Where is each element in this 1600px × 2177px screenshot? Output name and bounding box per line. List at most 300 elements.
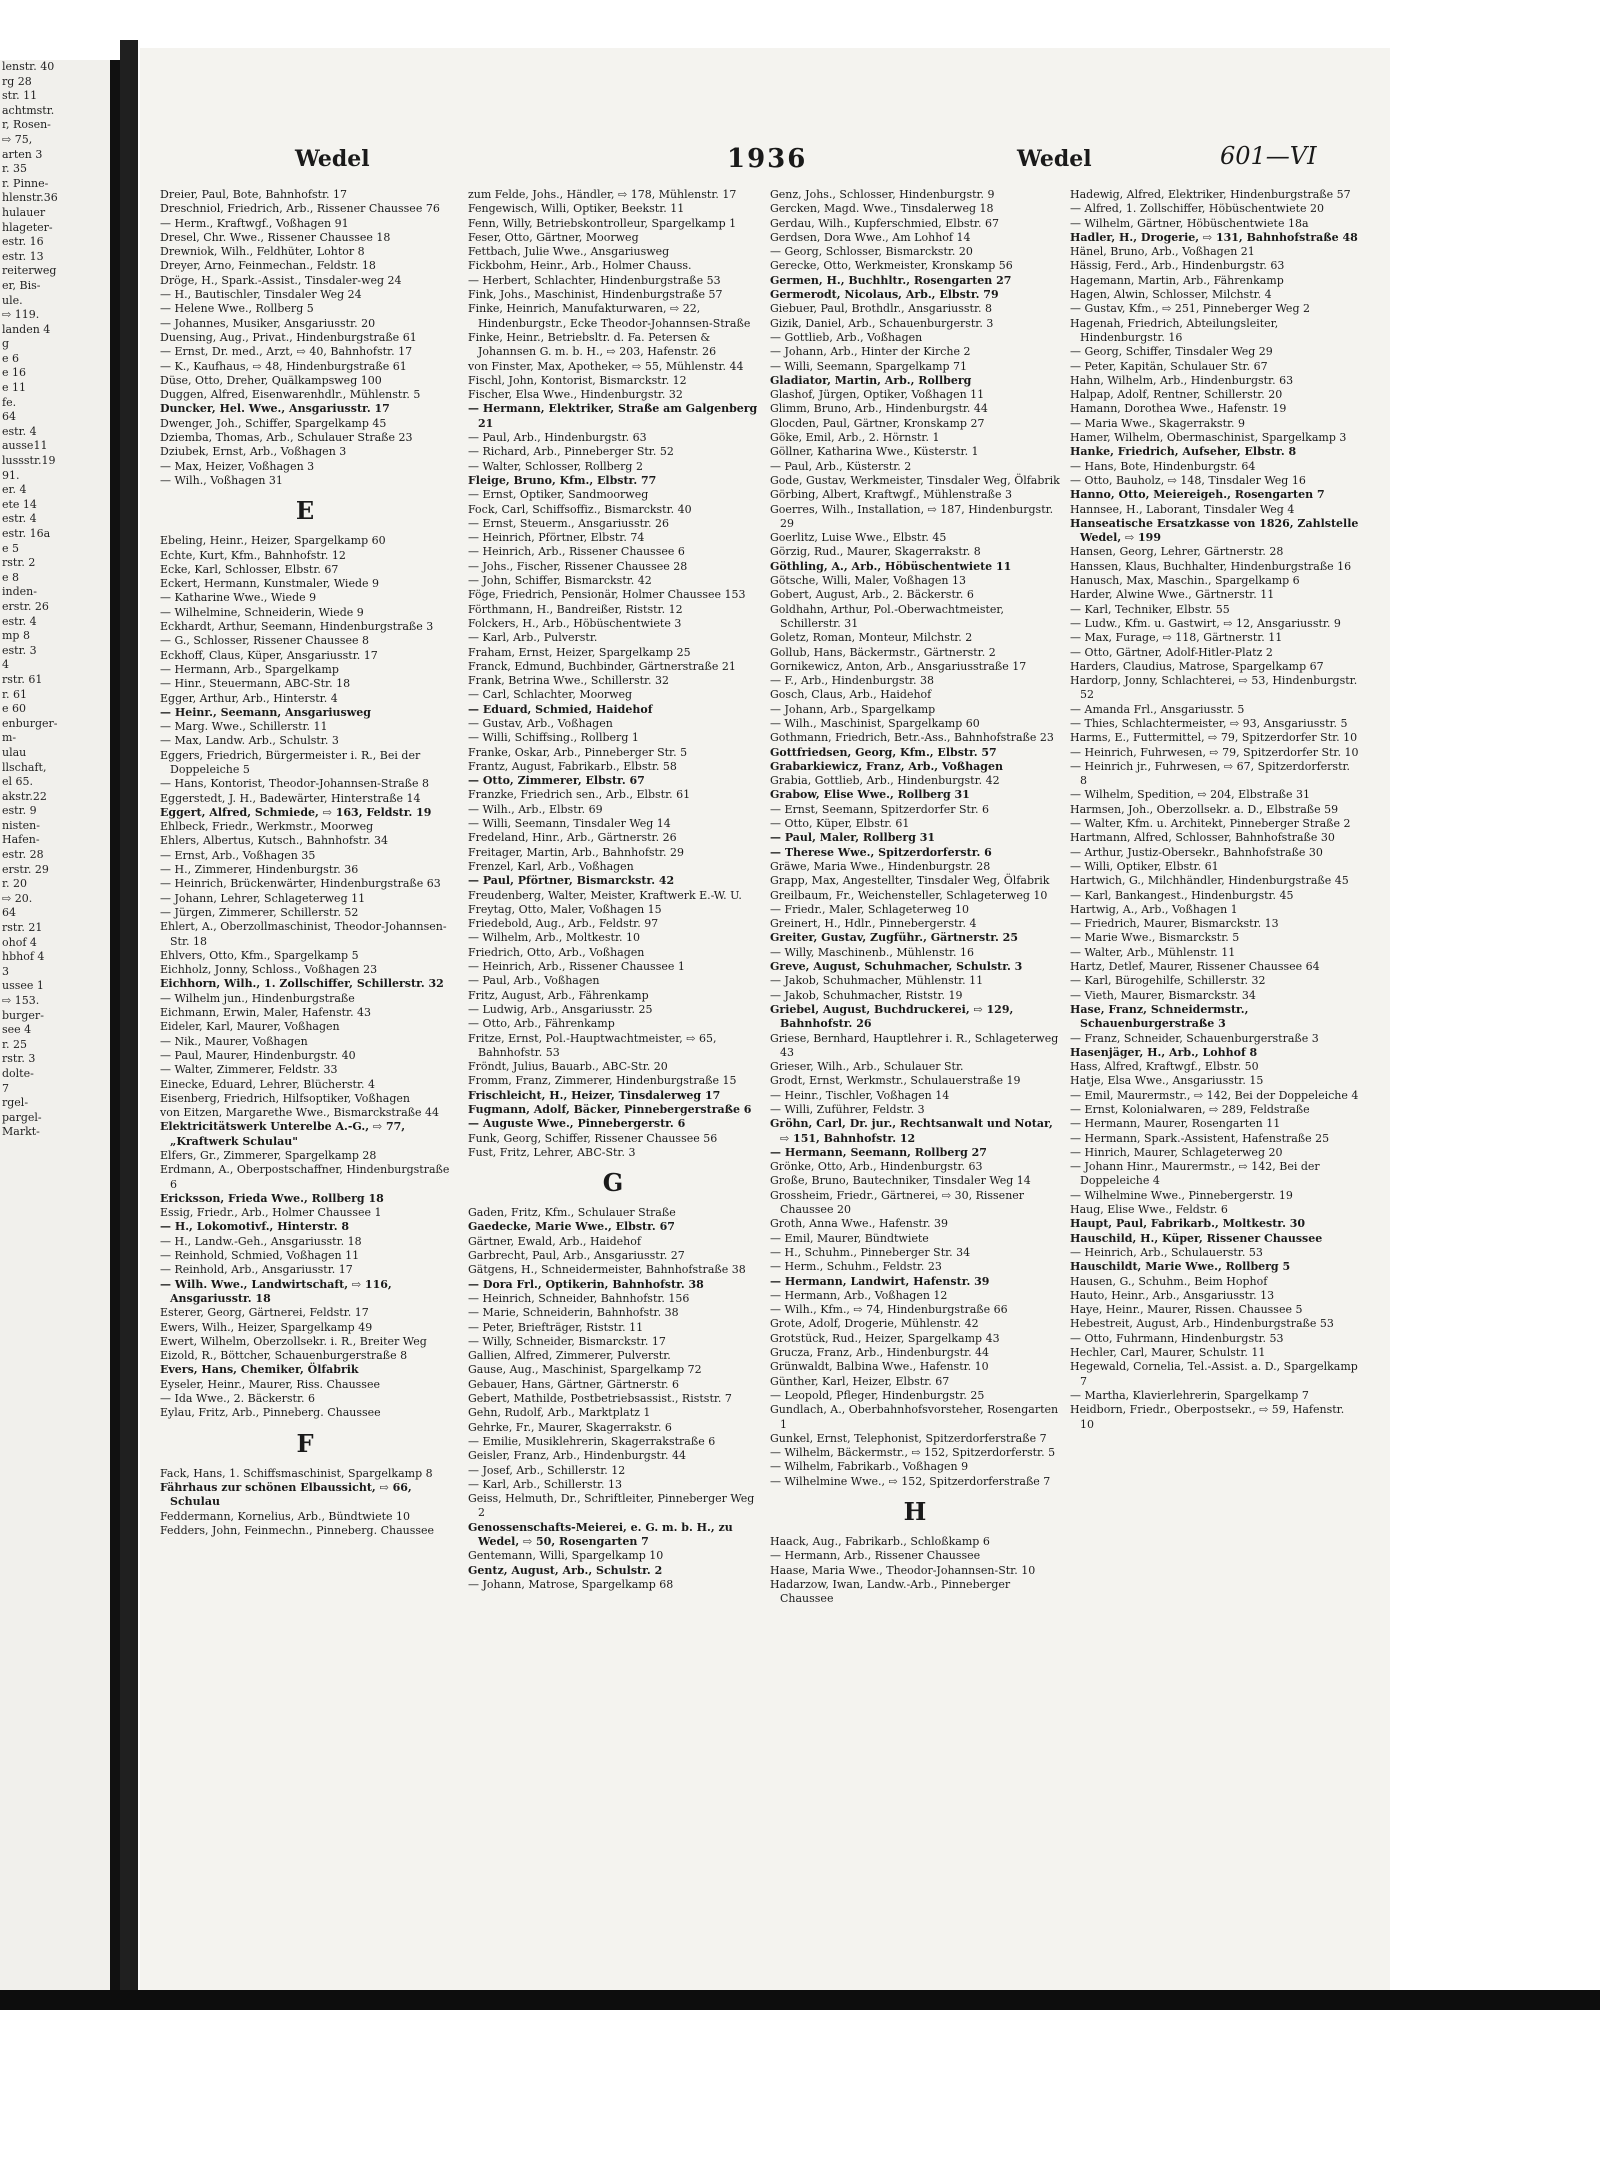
book-gutter bbox=[120, 40, 138, 2000]
directory-entry: Finke, Heinr., Betriebsltr. d. Fa. Petersen & Johannsen G. m. b. H., ⇨ 203, Hafenstr. 26 bbox=[468, 330, 717, 359]
previous-page-fragment: ohof 4 bbox=[2, 935, 37, 949]
directory-entry: Hanusch, Max, Maschin., Spargelkamp 6 bbox=[1070, 574, 1300, 588]
directory-entry: Förthmann, H., Bandreißer, Riststr. 12 bbox=[468, 602, 683, 616]
directory-entry: Ehlert, A., Oberzollmaschinist, Theodor-Johannsen-Str. 18 bbox=[160, 920, 447, 948]
previous-page-fragment: estr. 28 bbox=[2, 848, 44, 862]
directory-entry: — H., Landw.-Geh., Ansgariusstr. 18 bbox=[160, 1234, 362, 1248]
directory-entry: Grucza, Franz, Arb., Hindenburgstr. 44 bbox=[770, 1346, 990, 1360]
directory-entry: — H., Zimmerer, Hindenburgstr. 36 bbox=[160, 863, 359, 877]
section-letter: E bbox=[295, 496, 315, 526]
directory-entry: — Alfred, 1. Zollschiffer, Höbüschentwiete 20 bbox=[1070, 202, 1325, 216]
directory-entry: — Gustav, Kfm., ⇨ 251, Pinneberger Weg 2 bbox=[1070, 302, 1310, 316]
previous-page-fragment: e 16 bbox=[2, 366, 27, 380]
directory-entry: Ericksson, Frieda Wwe., Rollberg 18 bbox=[160, 1191, 384, 1205]
directory-entry: Hartwich, G., Milchhändler, Hindenburgstraße 45 bbox=[1070, 874, 1349, 888]
directory-entry: — Willy, Maschinenb., Mühlenstr. 16 bbox=[770, 945, 974, 959]
directory-entry: — G., Schlosser, Rissener Chaussee 8 bbox=[160, 634, 370, 648]
directory-entry: — Karl, Arb., Pulverstr. bbox=[468, 631, 598, 645]
directory-entry: Goldhahn, Arthur, Pol.-Oberwachtmeister, Schillerstr. 31 bbox=[770, 602, 1004, 630]
directory-entry: zum Felde, Johs., Händler, ⇨ 178, Mühlenstr. 17 bbox=[468, 188, 737, 201]
directory-entry: Günther, Karl, Heizer, Elbstr. 67 bbox=[770, 1374, 950, 1388]
section-letter: F bbox=[296, 1428, 314, 1458]
directory-entry: Griese, Bernhard, Hauptlehrer i. R., Schlageterweg 43 bbox=[770, 1031, 1059, 1059]
directory-entry: — Reinhold, Schmied, Voßhagen 11 bbox=[160, 1249, 360, 1263]
directory-entry: — Carl, Schlachter, Moorweg bbox=[468, 688, 633, 702]
directory-entry: — Johannes, Musiker, Ansgariusstr. 20 bbox=[160, 316, 376, 330]
directory-entry: — Heinrich, Schneider, Bahnhofstr. 156 bbox=[468, 1291, 690, 1305]
directory-entry: — Ernst, Arb., Voßhagen 35 bbox=[160, 848, 316, 862]
directory-entry: Föge, Friedrich, Pensionär, Holmer Chaussee 153 bbox=[468, 588, 746, 602]
directory-entry: Elektricitätswerk Unterelbe A.-G., ⇨ 77, „Kraftwerk Schulau" bbox=[160, 1120, 406, 1148]
directory-entry: Gottfriedsen, Georg, Kfm., Elbstr. 57 bbox=[770, 745, 997, 759]
directory-entry: — Helene Wwe., Rollberg 5 bbox=[160, 302, 314, 316]
section-letter: G bbox=[602, 1168, 624, 1198]
directory-entry: — Johann, Arb., Spargelkamp bbox=[770, 702, 936, 716]
directory-entry: — John, Schiffer, Bismarckstr. 42 bbox=[468, 574, 652, 588]
directory-entry: Gerdau, Wilh., Kupferschmied, Elbstr. 67 bbox=[770, 216, 999, 230]
directory-entry: — Jakob, Schuhmacher, Riststr. 19 bbox=[770, 988, 963, 1002]
directory-entry: Franzke, Friedrich sen., Arb., Elbstr. 61 bbox=[468, 788, 691, 802]
previous-page-fragment: r, Rosen- bbox=[2, 118, 51, 132]
directory-entry: Fischl, John, Kontorist, Bismarckstr. 12 bbox=[468, 373, 687, 387]
directory-entry: Fock, Carl, Schiffsoffiz., Bismarckstr. 40 bbox=[468, 502, 692, 516]
previous-page-fragment: lenstr. 40 bbox=[2, 60, 55, 73]
directory-entry: — Wilhelm, Spedition, ⇨ 204, Elbstraße 31 bbox=[1070, 788, 1310, 802]
previous-page-fragment: achtmstr. bbox=[2, 103, 55, 117]
directory-entry: — H., Bautischler, Tinsdaler Weg 24 bbox=[160, 288, 362, 302]
directory-entry: — Wilh., Maschinist, Spargelkamp 60 bbox=[770, 716, 980, 730]
directory-entry: — Emil, Maurermstr., ⇨ 142, Bei der Doppeleiche 4 bbox=[1070, 1088, 1359, 1102]
previous-page-fragment: rstr. 21 bbox=[2, 921, 43, 935]
directory-entry: — Thies, Schlachtermeister, ⇨ 93, Ansgariusstr. 5 bbox=[1070, 716, 1348, 730]
directory-entry: Goerlitz, Luise Wwe., Elbstr. 45 bbox=[770, 531, 947, 545]
directory-entry: Hartwig, A., Arb., Voßhagen 1 bbox=[1070, 902, 1238, 916]
directory-entry: — Wilhelmine, Schneiderin, Wiede 9 bbox=[160, 605, 364, 619]
directory-entry: Ecke, Karl, Schlosser, Elbstr. 67 bbox=[160, 562, 339, 576]
directory-entry: — Johann, Matrose, Spargelkamp 68 bbox=[468, 1577, 674, 1591]
directory-entry: Göke, Emil, Arb., 2. Hörnstr. 1 bbox=[770, 431, 940, 445]
directory-entry: — Nik., Maurer, Voßhagen bbox=[160, 1034, 308, 1048]
directory-entry: Gode, Gustav, Werkmeister, Tinsdaler Weg, Ölfabrik bbox=[770, 473, 1060, 487]
previous-page-fragment: hulauer bbox=[2, 205, 46, 219]
directory-entry: Fickbohm, Heinr., Arb., Holmer Chauss. bbox=[468, 259, 692, 273]
previous-page-fragment: Markt- bbox=[2, 1125, 40, 1139]
previous-page-fragment: 64 bbox=[2, 906, 16, 920]
directory-entry: — Hermann, Elektriker, Straße am Galgenberg 21 bbox=[468, 402, 758, 430]
previous-page-fragment: fe. bbox=[2, 395, 17, 409]
directory-entry: Düse, Otto, Dreher, Quälkampsweg 100 bbox=[160, 373, 382, 387]
directory-entry: Geisler, Franz, Arb., Hindenburgstr. 44 bbox=[468, 1449, 686, 1463]
directory-entry: — Karl, Bürogehilfe, Schillerstr. 32 bbox=[1070, 974, 1266, 988]
previous-page-fragment: rstr. 3 bbox=[2, 1052, 36, 1066]
previous-page-fragment: ussee 1 bbox=[2, 979, 44, 993]
directory-column-1 bbox=[160, 188, 450, 1538]
previous-page-fragment: arten 3 bbox=[2, 147, 43, 161]
directory-entry: — Marie, Schneiderin, Bahnhofstr. 38 bbox=[468, 1306, 679, 1320]
directory-entry: — Hermann, Landwirt, Hafenstr. 39 bbox=[770, 1274, 990, 1288]
previous-page-fragment: estr. 4 bbox=[2, 614, 37, 628]
directory-entry: Greinert, H., Hdlr., Pinnebergerstr. 4 bbox=[770, 917, 977, 931]
directory-entry: Frischleicht, H., Heizer, Tinsdalerweg 17 bbox=[468, 1088, 721, 1102]
directory-entry: — Vieth, Maurer, Bismarckstr. 34 bbox=[1070, 988, 1256, 1002]
directory-entry: Feddermann, Kornelius, Arb., Bündtwiete 10 bbox=[160, 1509, 411, 1523]
directory-entry: — Paul, Arb., Küsterstr. 2 bbox=[770, 459, 912, 473]
header-town-left: Wedel bbox=[295, 146, 370, 172]
directory-entry: von Finster, Max, Apotheker, ⇨ 55, Mühlenstr. 44 bbox=[468, 359, 744, 373]
directory-entry: Eckhardt, Arthur, Seemann, Hindenburgstraße 3 bbox=[160, 620, 434, 634]
directory-entry: Gärtner, Ewald, Arb., Haidehof bbox=[468, 1234, 641, 1248]
directory-entry: — Herm., Schuhm., Feldstr. 23 bbox=[770, 1260, 942, 1274]
directory-entry: Hansen, Georg, Lehrer, Gärtnerstr. 28 bbox=[1070, 545, 1284, 559]
directory-entry: — Katharine Wwe., Wiede 9 bbox=[160, 591, 317, 605]
directory-entry: — Wilhelm jun., Hindenburgstraße bbox=[160, 991, 355, 1005]
directory-entry: Geiss, Helmuth, Dr., Schriftleiter, Pinneberger Weg 2 bbox=[468, 1492, 755, 1520]
directory-entry: Fritze, Ernst, Pol.-Hauptwachtmeister, ⇨ 65, Bahnhofstr. 53 bbox=[468, 1031, 717, 1059]
directory-entry: Ehlers, Albertus, Kutsch., Bahnhofstr. 34 bbox=[160, 834, 389, 848]
directory-entry: Grabarkiewicz, Franz, Arb., Voßhagen bbox=[770, 759, 1003, 773]
directory-entry: — Marie Wwe., Bismarckstr. 5 bbox=[1070, 931, 1240, 945]
directory-entry: Hänel, Bruno, Arb., Voßhagen 21 bbox=[1070, 245, 1255, 259]
directory-entry: — Walter, Schlosser, Rollberg 2 bbox=[468, 459, 643, 473]
directory-entry: Funk, Georg, Schiffer, Rissener Chaussee 56 bbox=[468, 1131, 718, 1145]
previous-page-fragment: estr. 16a bbox=[2, 527, 51, 540]
directory-entry: — Willi, Seemann, Spargelkamp 71 bbox=[770, 359, 968, 373]
previous-page-fragment: landen 4 bbox=[2, 322, 51, 336]
directory-entry: Haye, Heinr., Maurer, Rissen. Chaussee 5 bbox=[1070, 1303, 1303, 1317]
previous-page-fragment: ⇨ 75, bbox=[2, 132, 33, 146]
directory-entry: — Jakob, Schuhmacher, Mühlenstr. 11 bbox=[770, 974, 984, 988]
directory-entry: — Ernst, Seemann, Spitzerdorfer Str. 6 bbox=[770, 802, 989, 816]
directory-entry: — Johann, Arb., Hinter der Kirche 2 bbox=[770, 345, 971, 359]
directory-entry: Hartmann, Alfred, Schlosser, Bahnhofstraße 30 bbox=[1070, 831, 1335, 845]
directory-entry: — Walter, Kfm. u. Architekt, Pinneberger Straße 2 bbox=[1070, 817, 1351, 831]
directory-entry: — Dora Frl., Optikerin, Bahnhofstr. 38 bbox=[468, 1277, 704, 1291]
directory-entry: Eideler, Karl, Maurer, Voßhagen bbox=[160, 1020, 340, 1034]
directory-entry: — Heinrich, Pförtner, Elbstr. 74 bbox=[468, 531, 645, 545]
directory-entry: Finke, Heinrich, Manufakturwaren, ⇨ 22, Hindenburgstr., Ecke Theodor-Johannsen-Straße bbox=[468, 302, 751, 330]
directory-entry: — Walter, Arb., Mühlenstr. 11 bbox=[1070, 945, 1236, 959]
directory-entry: — Wilhelm, Gärtner, Höbüschentwiete 18a bbox=[1070, 216, 1309, 230]
directory-entry: Hausen, G., Schuhm., Beim Hophof bbox=[1070, 1274, 1268, 1288]
previous-page-edge bbox=[0, 60, 120, 1995]
previous-page-fragment: estr. 3 bbox=[2, 643, 37, 657]
previous-page-fragment: 7 bbox=[2, 1081, 9, 1095]
directory-entry: Gothmann, Friedrich, Betr.-Ass., Bahnhofstraße 23 bbox=[770, 731, 1054, 745]
directory-entry: Göthling, A., Arb., Höbüschentwiete 11 bbox=[770, 559, 1012, 573]
directory-entry: Dreyer, Arno, Feinmechan., Feldstr. 18 bbox=[160, 259, 376, 273]
directory-entry: Gundlach, A., Oberbahnhofsvorsteher, Rosengarten 1 bbox=[770, 1403, 1059, 1431]
directory-entry: — Wilhelmine Wwe., Pinnebergerstr. 19 bbox=[1070, 1188, 1293, 1202]
directory-entry: — Paul, Maler, Rollberg 31 bbox=[770, 831, 936, 845]
directory-entry: Harmsen, Joh., Oberzollsekr. a. D., Elbstraße 59 bbox=[1070, 802, 1339, 816]
directory-entry: Haase, Maria Wwe., Theodor-Johannsen-Str. 10 bbox=[770, 1563, 1036, 1577]
directory-entry: Götsche, Willi, Maler, Voßhagen 13 bbox=[770, 574, 966, 588]
directory-entry: — Walter, Zimmerer, Feldstr. 33 bbox=[160, 1063, 338, 1077]
directory-entry: — Reinhold, Arb., Ansgariusstr. 17 bbox=[160, 1263, 353, 1277]
previous-page-fragment: inden- bbox=[2, 585, 37, 599]
directory-entry: — Hinr., Steuermann, ABC-Str. 18 bbox=[160, 677, 351, 691]
directory-entry: — Emilie, Musiklehrerin, Skagerrakstraße 6 bbox=[468, 1434, 716, 1448]
directory-entry: — Otto, Zimmerer, Elbstr. 67 bbox=[468, 774, 645, 788]
previous-page-fragment: r. 61 bbox=[2, 687, 28, 701]
directory-column-4 bbox=[1070, 188, 1360, 1432]
directory-entry: — Arthur, Justiz-Obersekr., Bahnhofstraße 30 bbox=[1070, 845, 1323, 859]
directory-entry: Grieser, Wilh., Arb., Schulauer Str. bbox=[770, 1060, 964, 1074]
directory-entry: — Hermann, Arb., Voßhagen 12 bbox=[770, 1288, 948, 1302]
directory-entry: Hechler, Carl, Maurer, Schulstr. 11 bbox=[1070, 1346, 1266, 1360]
directory-entry: Ewert, Wilhelm, Oberzollsekr. i. R., Breiter Weg bbox=[160, 1334, 427, 1348]
directory-entry: Gräwe, Maria Wwe., Hindenburgstr. 28 bbox=[770, 859, 991, 873]
directory-entry: — Hermann, Arb., Rissener Chaussee bbox=[770, 1549, 981, 1563]
directory-entry: — Karl, Arb., Schillerstr. 13 bbox=[468, 1477, 622, 1491]
previous-page-fragment: ⇨ 119. bbox=[2, 308, 40, 322]
directory-entry: — Gottlieb, Arb., Voßhagen bbox=[770, 330, 923, 344]
directory-entry: — Martha, Klavierlehrerin, Spargelkamp 7 bbox=[1070, 1388, 1309, 1402]
previous-page-fragment: pargel- bbox=[2, 1110, 42, 1124]
directory-entry: — Heinrich, Brückenwärter, Hindenburgstraße 63 bbox=[160, 877, 441, 891]
previous-page-fragment: e 8 bbox=[2, 570, 20, 584]
directory-entry: Dwenger, Joh., Schiffer, Spargelkamp 45 bbox=[160, 416, 387, 430]
header-page-number: 601—VI bbox=[1220, 142, 1317, 170]
directory-entry: Hahn, Wilhelm, Arb., Hindenburgstr. 63 bbox=[1070, 373, 1294, 387]
directory-column-2 bbox=[468, 188, 758, 1592]
directory-entry: Duncker, Hel. Wwe., Ansgariusstr. 17 bbox=[160, 402, 390, 416]
directory-entry: Eisenberg, Friedrich, Hilfsoptiker, Voßhagen bbox=[160, 1091, 410, 1105]
directory-entry: Frenzel, Karl, Arb., Voßhagen bbox=[468, 859, 634, 873]
directory-entry: Ewers, Wilh., Heizer, Spargelkamp 49 bbox=[160, 1320, 373, 1334]
directory-entry: — Ernst, Optiker, Sandmoorweg bbox=[468, 488, 649, 502]
directory-entry: — Hermann, Seemann, Rollberg 27 bbox=[770, 1145, 987, 1159]
directory-entry: Hagenah, Friedrich, Abteilungsleiter, Hindenburgstr. 16 bbox=[1070, 316, 1279, 344]
directory-entry: — Otto, Küper, Elbstr. 61 bbox=[770, 817, 910, 831]
directory-entry: Gebert, Mathilde, Postbetriebsassist., Riststr. 7 bbox=[468, 1392, 732, 1406]
directory-entry: Halpap, Adolf, Rentner, Schillerstr. 20 bbox=[1070, 388, 1283, 402]
directory-entry: — Max, Heizer, Voßhagen 3 bbox=[160, 459, 315, 473]
directory-entry: Fredeland, Hinr., Arb., Gärtnerstr. 26 bbox=[468, 831, 677, 845]
directory-entry: — Wilh., Voßhagen 31 bbox=[160, 473, 283, 487]
directory-entry: Franck, Edmund, Buchbinder, Gärtnerstraße 21 bbox=[468, 659, 736, 673]
directory-entry: Eichholz, Jonny, Schloss., Voßhagen 23 bbox=[160, 963, 378, 977]
directory-entry: Hagemann, Martin, Arb., Fährenkamp bbox=[1070, 273, 1284, 287]
directory-entry: — Willi, Optiker, Elbstr. 61 bbox=[1070, 859, 1219, 873]
directory-entry: Groth, Anna Wwe., Hafenstr. 39 bbox=[770, 1217, 948, 1231]
directory-entry: — Maria Wwe., Skagerrakstr. 9 bbox=[1070, 416, 1246, 430]
directory-entry: Hagen, Alwin, Schlosser, Milchstr. 4 bbox=[1070, 288, 1272, 302]
directory-entry: — Johs., Fischer, Rissener Chaussee 28 bbox=[468, 559, 688, 573]
directory-entry: Hase, Franz, Schneidermstr., Schauenburgerstraße 3 bbox=[1070, 1002, 1249, 1031]
previous-page-fragment: 3 bbox=[2, 964, 9, 978]
directory-entry: — Wilh. Wwe., Landwirtschaft, ⇨ 116, Ansgariusstr. 18 bbox=[160, 1277, 392, 1305]
previous-page-fragment: g bbox=[2, 337, 10, 351]
previous-page-fragment: 91. bbox=[2, 468, 20, 482]
directory-entry: — Willy, Schneider, Bismarckstr. 17 bbox=[468, 1334, 666, 1348]
directory-entry: Harder, Alwine Wwe., Gärtnerstr. 11 bbox=[1070, 588, 1275, 602]
directory-entry: Fack, Hans, 1. Schiffsmaschinist, Spargelkamp 8 bbox=[160, 1466, 433, 1480]
directory-entry: — Heinrich, Arb., Rissener Chaussee 1 bbox=[468, 960, 685, 974]
directory-entry: Evers, Hans, Chemiker, Ölfabrik bbox=[160, 1363, 359, 1377]
directory-entry: Goerres, Wilh., Installation, ⇨ 187, Hindenburgstr. 29 bbox=[770, 502, 1054, 530]
directory-entry: Fraham, Ernst, Heizer, Spargelkamp 25 bbox=[468, 645, 691, 659]
directory-entry: Echte, Kurt, Kfm., Bahnhofstr. 12 bbox=[160, 548, 346, 562]
previous-page-fragment: llschaft, bbox=[2, 760, 47, 774]
directory-entry: Germerodt, Nicolaus, Arb., Elbstr. 79 bbox=[770, 288, 999, 302]
previous-page-fragment: r. 20 bbox=[2, 877, 28, 891]
directory-entry: Freitager, Martin, Arb., Bahnhofstr. 29 bbox=[468, 845, 685, 859]
directory-entry: — Ida Wwe., 2. Bäckerstr. 6 bbox=[160, 1392, 315, 1406]
directory-entry: — Peter, Briefträger, Riststr. 11 bbox=[468, 1320, 644, 1334]
directory-entry: Duggen, Alfred, Eisenwarenhdlr., Mühlenstr. 5 bbox=[160, 388, 421, 402]
directory-entry: — Hans, Kontorist, Theodor-Johannsen-Straße 8 bbox=[160, 777, 429, 791]
directory-entry: — Peter, Kapitän, Schulauer Str. 67 bbox=[1070, 359, 1268, 373]
directory-entry: — Friedr., Maler, Schlageterweg 10 bbox=[770, 902, 969, 916]
directory-entry: — Paul, Arb., Hindenburgstr. 63 bbox=[468, 431, 647, 445]
directory-entry: Greilbaum, Fr., Weichensteller, Schlageterweg 10 bbox=[770, 888, 1048, 902]
directory-entry: Eichmann, Erwin, Maler, Hafenstr. 43 bbox=[160, 1006, 372, 1020]
scan-bottom-edge bbox=[0, 1990, 1600, 2010]
previous-page-fragment: rstr. 61 bbox=[2, 672, 43, 686]
directory-entry: — Max, Furage, ⇨ 118, Gärtnerstr. 11 bbox=[1070, 631, 1283, 645]
previous-page-fragment: see 4 bbox=[2, 1023, 32, 1037]
directory-entry: Eizold, R., Böttcher, Schauenburgerstraße 8 bbox=[160, 1349, 408, 1363]
directory-entry: Hegewald, Cornelia, Tel.-Assist. a. D., Spargelkamp 7 bbox=[1070, 1360, 1358, 1388]
directory-entry: Grotstück, Rud., Heizer, Spargelkamp 43 bbox=[770, 1331, 1000, 1345]
directory-entry: — F., Arb., Hindenburgstr. 38 bbox=[770, 674, 935, 688]
directory-entry: — Heinrich, Fuhrwesen, ⇨ 79, Spitzerdorfer Str. 10 bbox=[1070, 745, 1359, 759]
previous-page-fragment: estr. 4 bbox=[2, 424, 37, 438]
directory-entry: Friedebold, Aug., Arb., Feldstr. 97 bbox=[468, 917, 659, 931]
directory-entry: Esterer, Georg, Gärtnerei, Feldstr. 17 bbox=[160, 1306, 369, 1320]
directory-entry: Hardorp, Jonny, Schlachterei, ⇨ 53, Hindenburgstr. 52 bbox=[1070, 674, 1358, 702]
directory-entry: — Willi, Seemann, Tinsdaler Weg 14 bbox=[468, 817, 671, 831]
directory-entry: — Johann Hinr., Maurermstr., ⇨ 142, Bei der Doppeleiche 4 bbox=[1070, 1160, 1320, 1188]
directory-entry: — H., Lokomotivf., Hinterstr. 8 bbox=[160, 1220, 350, 1234]
previous-page-fragment: m- bbox=[2, 731, 17, 745]
directory-entry: — Heinrich, Arb., Rissener Chaussee 6 bbox=[468, 545, 685, 559]
previous-page-fragment: Hafen- bbox=[2, 833, 40, 847]
directory-entry: Hamann, Dorothea Wwe., Hafenstr. 19 bbox=[1070, 402, 1287, 416]
directory-entry: — Jürgen, Zimmerer, Schillerstr. 52 bbox=[160, 905, 359, 919]
directory-entry: — Ernst, Kolonialwaren, ⇨ 289, Feldstraße bbox=[1070, 1103, 1310, 1116]
previous-page-fragment: rg 28 bbox=[2, 74, 32, 88]
section-letter: H bbox=[903, 1497, 927, 1527]
directory-entry: Glimm, Bruno, Arb., Hindenburgstr. 44 bbox=[770, 402, 988, 416]
previous-page-fragment: r. 35 bbox=[2, 162, 28, 176]
previous-page-fragment: ⇨ 20. bbox=[2, 891, 33, 905]
directory-entry: Hadler, H., Drogerie, ⇨ 131, Bahnhofstraße 48 bbox=[1070, 230, 1358, 244]
directory-entry: Gentz, August, Arb., Schulstr. 2 bbox=[468, 1563, 663, 1577]
previous-page-fragment: hbhof 4 bbox=[2, 950, 45, 964]
directory-entry: Einecke, Eduard, Lehrer, Blücherstr. 4 bbox=[160, 1077, 375, 1091]
directory-entry: — Johann, Lehrer, Schlageterweg 11 bbox=[160, 891, 366, 905]
previous-page-fragment: er. 4 bbox=[2, 483, 27, 497]
directory-entry: Frank, Betrina Wwe., Schillerstr. 32 bbox=[468, 674, 670, 688]
directory-entry: Gunkel, Ernst, Telephonist, Spitzerdorferstraße 7 bbox=[770, 1431, 1047, 1445]
directory-entry: Fettbach, Julie Wwe., Ansgariusweg bbox=[468, 245, 670, 259]
directory-entry: Hanssen, Klaus, Buchhalter, Hindenburgstraße 16 bbox=[1070, 559, 1352, 573]
directory-entry: Friedrich, Otto, Arb., Voßhagen bbox=[468, 945, 645, 959]
directory-entry: Fink, Johs., Maschinist, Hindenburgstraße 57 bbox=[468, 288, 723, 302]
directory-entry: Griebel, August, Buchdruckerei, ⇨ 129, Bahnhofstr. 26 bbox=[770, 1002, 1014, 1031]
directory-entry: Drewniok, Wilh., Feldhüter, Lohtor 8 bbox=[160, 245, 365, 259]
directory-entry: — Hinrich, Maurer, Schlageterweg 20 bbox=[1070, 1145, 1283, 1159]
directory-entry: — Friedrich, Maurer, Bismarckstr. 13 bbox=[1070, 917, 1279, 931]
directory-entry: Dröge, H., Spark.-Assist., Tinsdaler-weg 24 bbox=[160, 273, 402, 287]
directory-entry: — Otto, Gärtner, Adolf-Hitler-Platz 2 bbox=[1070, 645, 1273, 659]
directory-entry: Garbrecht, Paul, Arb., Ansgariusstr. 27 bbox=[468, 1249, 685, 1263]
directory-entry: — Leopold, Pfleger, Hindenburgstr. 25 bbox=[770, 1388, 985, 1402]
directory-entry: Genz, Johs., Schlosser, Hindenburgstr. 9 bbox=[770, 188, 995, 201]
previous-page-fragment: e 6 bbox=[2, 351, 20, 365]
previous-page-fragment: erstr. 26 bbox=[2, 599, 49, 613]
previous-page-fragment: lussstr.19 bbox=[2, 454, 56, 468]
previous-page-fragment: str. 11 bbox=[2, 89, 38, 103]
directory-entry: Große, Bruno, Bautechniker, Tinsdaler Weg 14 bbox=[770, 1174, 1031, 1188]
directory-entry: Gerecke, Otto, Werkmeister, Kronskamp 56 bbox=[770, 259, 1013, 273]
directory-entry: Dreschniol, Friedrich, Arb., Rissener Chaussee 76 bbox=[160, 202, 440, 216]
directory-entry: Hatje, Elsa Wwe., Ansgariusstr. 15 bbox=[1070, 1074, 1264, 1088]
directory-entry: — Wilhelmine Wwe., ⇨ 152, Spitzerdorferstraße 7 bbox=[770, 1474, 1051, 1488]
directory-entry: — Wilh., Arb., Elbstr. 69 bbox=[468, 802, 603, 816]
directory-entry: — Marg. Wwe., Schillerstr. 11 bbox=[160, 720, 328, 734]
directory-entry: Gaedecke, Marie Wwe., Elbstr. 67 bbox=[468, 1220, 675, 1234]
directory-entry: — Ludw., Kfm. u. Gastwirt, ⇨ 12, Ansgariusstr. 9 bbox=[1070, 616, 1341, 630]
directory-entry: Goletz, Roman, Monteur, Milchstr. 2 bbox=[770, 631, 973, 645]
previous-page-fragment: dolte- bbox=[2, 1066, 34, 1080]
directory-entry: Ebeling, Heinr., Heizer, Spargelkamp 60 bbox=[160, 534, 386, 548]
directory-entry: — Georg, Schiffer, Tinsdaler Weg 29 bbox=[1070, 345, 1273, 359]
directory-entry: Dziemba, Thomas, Arb., Schulauer Straße 23 bbox=[160, 431, 413, 445]
directory-entry: Gehrke, Fr., Maurer, Skagerrakstr. 6 bbox=[468, 1420, 672, 1434]
directory-entry: — Paul, Arb., Voßhagen bbox=[468, 974, 600, 988]
directory-entry: Hass, Alfred, Kraftwgf., Elbstr. 50 bbox=[1070, 1060, 1259, 1074]
directory-entry: Egger, Arthur, Arb., Hinterstr. 4 bbox=[160, 691, 338, 705]
directory-entry: Eckhoff, Claus, Küper, Ansgariusstr. 17 bbox=[160, 648, 378, 662]
directory-entry: Dziubek, Ernst, Arb., Voßhagen 3 bbox=[160, 445, 347, 459]
previous-page-fragment: ule. bbox=[2, 293, 23, 307]
previous-page-fragment: estr. 4 bbox=[2, 512, 37, 526]
previous-page-fragment: enburger- bbox=[2, 716, 58, 730]
directory-entry: — Paul, Pförtner, Bismarckstr. 42 bbox=[468, 874, 675, 888]
previous-page-fragment: akstr.22 bbox=[2, 789, 47, 803]
directory-entry: Hässig, Ferd., Arb., Hindenburgstr. 63 bbox=[1070, 259, 1285, 273]
directory-entry: Gröhn, Carl, Dr. jur., Rechtsanwalt und Notar, ⇨ 151, Bahnhofstr. 12 bbox=[770, 1117, 1053, 1145]
previous-page-fragment: estr. 13 bbox=[2, 249, 44, 263]
directory-column-3 bbox=[770, 188, 1060, 1607]
directory-entry: Fährhaus zur schönen Elbaussicht, ⇨ 66, Schulau bbox=[160, 1480, 412, 1509]
previous-page-fragment: e 5 bbox=[2, 541, 20, 555]
previous-page-fragment: rstr. 2 bbox=[2, 556, 36, 570]
previous-page-fragment: mp 8 bbox=[2, 629, 30, 643]
previous-page-fragment: ausse11 bbox=[2, 439, 48, 453]
directory-entry: Heidborn, Friedr., Oberpostsekr., ⇨ 59, Hafenstr. 10 bbox=[1070, 1403, 1345, 1431]
directory-entry: Hebestreit, August, Arb., Hindenburgstraße 53 bbox=[1070, 1317, 1334, 1331]
directory-entry: Fritz, August, Arb., Fährenkamp bbox=[468, 988, 649, 1002]
directory-entry: — Heinr., Tischler, Voßhagen 14 bbox=[770, 1088, 950, 1102]
directory-entry: — Georg, Schlosser, Bismarckstr. 20 bbox=[770, 245, 973, 259]
directory-entry: Ehlvers, Otto, Kfm., Spargelkamp 5 bbox=[160, 948, 359, 962]
previous-page-fragment: er, Bis- bbox=[2, 278, 41, 292]
directory-entry: Hamer, Wilhelm, Obermaschinist, Spargelkamp 3 bbox=[1070, 431, 1347, 445]
previous-page-fragment: erstr. 29 bbox=[2, 862, 49, 876]
directory-entry: Fleige, Bruno, Kfm., Elbstr. 77 bbox=[468, 473, 657, 487]
directory-entry: — Eduard, Schmied, Haidehof bbox=[468, 702, 653, 716]
directory-entry: Hadewig, Alfred, Elektriker, Hindenburgstraße 57 bbox=[1070, 188, 1351, 201]
page-header bbox=[295, 138, 1375, 174]
header-town-right: Wedel bbox=[1017, 146, 1092, 172]
directory-entry: Haupt, Paul, Fabrikarb., Moltkestr. 30 bbox=[1070, 1217, 1306, 1231]
previous-page-fragment: rgel- bbox=[2, 1096, 29, 1110]
directory-entry: Görzig, Rud., Maurer, Skagerrakstr. 8 bbox=[770, 545, 981, 559]
